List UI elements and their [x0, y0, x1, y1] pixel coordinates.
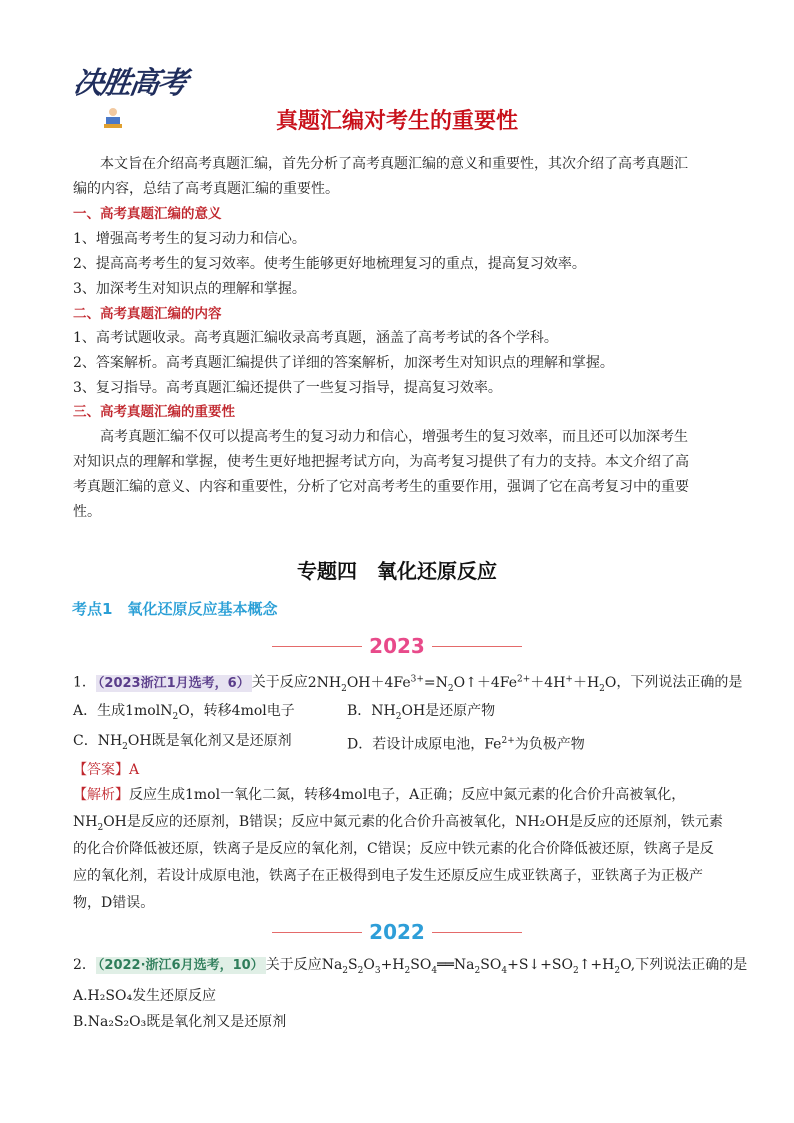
- year-divider-2022: [272, 922, 522, 944]
- list-item: 2、答案解析。高考真题汇编提供了详细的答案解析，加深考生对知识点的理解和掌握。: [73, 355, 614, 371]
- analysis-text: OH是反应的还原剂，B错误；反应中氮元素的化合价升高被氧化，NH₂OH是反应的还原剂，铁元素: [103, 814, 723, 830]
- year-label: [272, 634, 522, 658]
- conclusion-line: 高考真题汇编不仅可以提高考生的复习动力和信心，增强考生的复习效率，而且还可以加深考生: [100, 429, 688, 445]
- list-item: 1、高考试题收录。高考真题汇编收录高考真题，涵盖了高考考试的各个学科。: [73, 330, 558, 346]
- option-a: A.H₂SO₄发生还原反应: [73, 988, 217, 1004]
- analysis-line: 物，D错误。: [73, 895, 155, 911]
- option-c-text: C．NH: [73, 733, 123, 749]
- document-title: 真题汇编对考生的重要性: [275, 109, 518, 134]
- conclusion-line: 对知识点的理解和掌握，使考生更好地把握考试方向，为高考复习提供了有力的支持。本文介绍了高: [73, 454, 689, 470]
- list-item: 3、复习指导。高考真题汇编还提供了一些复习指导，提高复习效率。: [73, 380, 502, 396]
- heading-importance: 三、高考真题汇编的重要性: [73, 404, 235, 420]
- analysis-line: $NH_2OH$是反应的还原剂，B错误；反应中氮元素的化合价升高被氧化，NH₂OH是反应的还原剂，铁元素: [73, 814, 723, 833]
- option-d: D．若设计成原电池，$Fe^{2+}$为负极产物: [347, 736, 585, 753]
- analysis-line: [73, 783, 685, 808]
- option-b-text: B．NH: [347, 703, 396, 719]
- logo-text: 决胜高考: [71, 66, 188, 101]
- analysis-line: 的化合价降低被还原，铁离子是反应的氧化剂，C错误；反应中铁元素的化合价降低被还原，铁离子是反: [73, 841, 714, 857]
- option-a-tail: O，转移4mol电子: [178, 703, 295, 719]
- intro-paragraph-line: 本文旨在介绍高考真题汇编，首先分析了高考真题汇编的意义和重要性，其次介绍了高考真题汇: [100, 156, 688, 172]
- option-d-tail: 为负极产物: [514, 736, 585, 753]
- list-item: 1、增强高考考生的复习动力和信心。: [73, 231, 306, 247]
- year-label: [272, 920, 522, 944]
- question-1-stem: [73, 667, 742, 701]
- question-number: 1．: [73, 674, 96, 691]
- option-d-text: D．若设计成原电池，Fe: [347, 736, 502, 753]
- answer: 【答案】A: [73, 762, 140, 778]
- analysis-line: 应的氧化剂，若设计成原电池，铁离子在正极得到电子发生还原反应生成亚铁离子，亚铁离子为正极产: [73, 868, 703, 884]
- section-title: 专题四 氧化还原反应: [297, 559, 497, 583]
- reaction-equation: $Na_2S_2O_3+H_2SO_4══Na_2SO_4+S↓+SO_2↑+H_2O$: [321, 957, 631, 976]
- year-text: 2022: [369, 920, 425, 944]
- question-source: （2023浙江1月选考，6）: [97, 675, 250, 691]
- year-divider-2023: [272, 636, 522, 658]
- option-b: B.Na₂S₂O₃既是氧化剂又是还原剂: [73, 1014, 287, 1030]
- conclusion-line: 性。: [73, 504, 101, 520]
- option-c: C．$NH_2OH$既是氧化剂又是还原剂: [73, 733, 292, 752]
- question-2-stem: [73, 953, 747, 984]
- option-c-tail: OH既是氧化剂又是还原剂: [127, 733, 292, 749]
- kaodian-heading: 考点1 氧化还原反应基本概念: [72, 600, 278, 618]
- option-b: B．$NH_2OH$是还原产物: [347, 703, 496, 722]
- stem-prefix: 关于反应: [251, 674, 308, 691]
- conclusion-line: 考真题汇编的意义、内容和重要性，分析了它对高考考生的重要作用，强调了它在高考复习中的重要: [73, 479, 689, 495]
- intro-paragraph-line: 编的内容，总结了高考真题汇编的重要性。: [73, 181, 339, 197]
- reaction-equation: $2NH_2OH+4Fe^{3+}=N_2O↑+4Fe^{2+}+4H^++H_2O$: [307, 674, 617, 694]
- stem-suffix: ，下列说法正确的是: [616, 674, 743, 691]
- analysis-text: 反应生成1mol一氧化二氮，转移4mol电子，A正确；反应中氮元素的化合价升高被氧化，: [129, 787, 686, 803]
- list-item: 3、加深考生对知识点的理解和掌握。: [73, 281, 306, 297]
- heading-significance: 一、高考真题汇编的意义: [73, 206, 222, 222]
- question-number: 2．: [73, 957, 96, 973]
- option-a-text: A．生成1molN: [73, 703, 173, 719]
- option-a: A．生成1molN$_2$O，转移4mol电子: [73, 703, 295, 722]
- stem-prefix: 关于反应: [265, 957, 322, 973]
- stem-suffix: ,下列说法正确的是: [630, 957, 748, 973]
- list-item: 2、提高高考考生的复习效率。使考生能够更好地梳理复习的重点，提高复习效率。: [73, 256, 586, 272]
- heading-content: 二、高考真题汇编的内容: [73, 306, 222, 322]
- analysis-label: 【解析】: [73, 787, 129, 803]
- year-text: 2023: [369, 634, 425, 658]
- option-b-tail: OH是还原产物: [401, 703, 496, 719]
- question-source: （2022·浙江6月选考，10）: [97, 958, 264, 973]
